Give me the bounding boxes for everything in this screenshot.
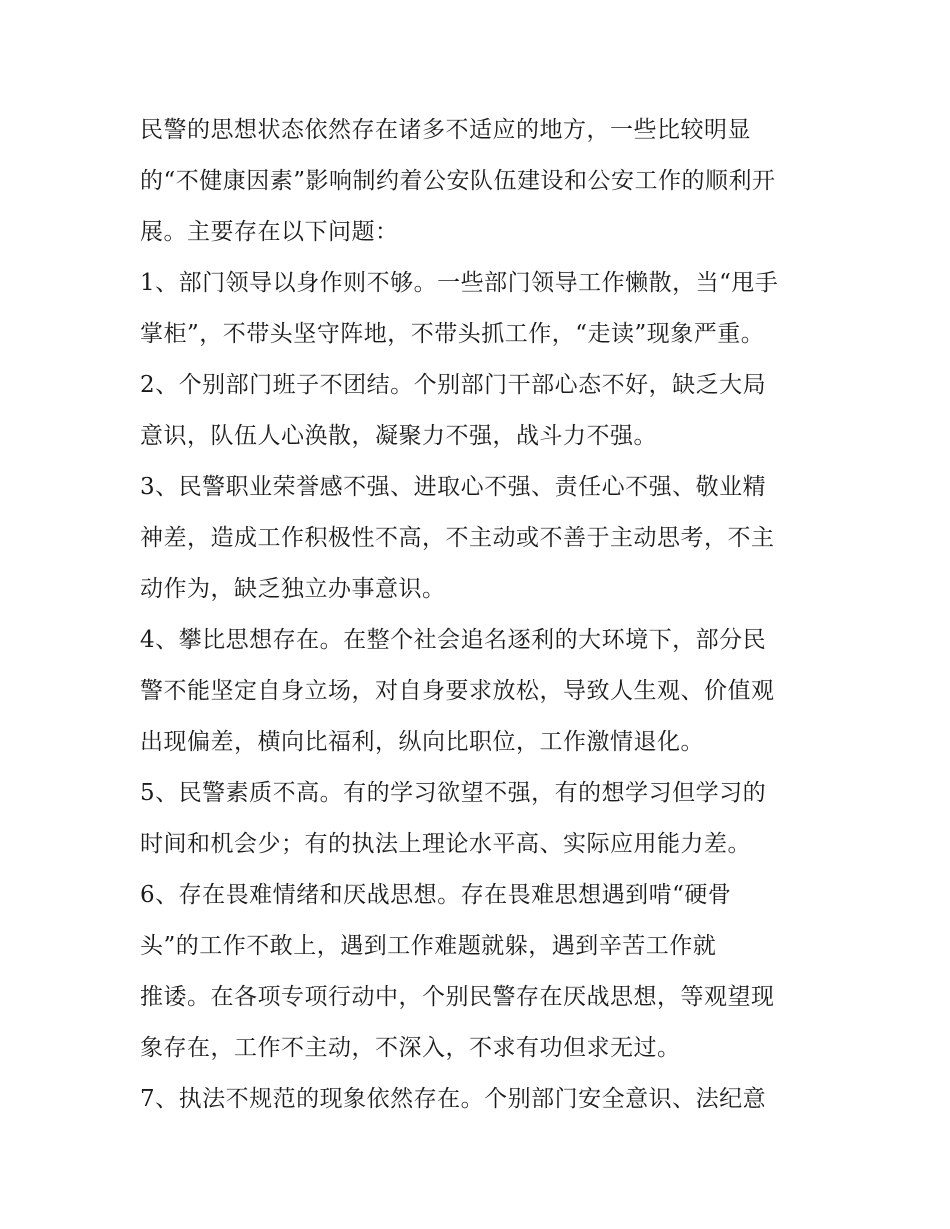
text-line: 民警的思想状态依然存在诸多不适应的地方，一些比较明显: [140, 117, 751, 143]
text-line: 出现偏差，横向比福利，纵向比职位，工作激情退化。: [140, 729, 704, 755]
text-line: 展。主要存在以下问题：: [140, 219, 399, 245]
text-line: 头”的工作不敢上，遇到工作难题就躲，遇到辛苦工作就: [140, 933, 717, 959]
text-line: 象存在，工作不主动，不深入，不求有功但求无过。: [140, 1035, 681, 1061]
text-line: 1、部门领导以身作则不够。一些部门领导工作懒散，当“甩手: [140, 270, 779, 296]
text-line: 动作为，缺乏独立办事意识。: [140, 576, 446, 602]
text-line: 3、民警职业荣誉感不强、进取心不强、责任心不强、敬业精: [140, 474, 767, 500]
text-line: 神差，造成工作积极性不高，不主动或不善于主动思考，不主: [140, 525, 775, 551]
text-line: 警不能坚定自身立场，对自身要求放松，导致人生观、价值观: [140, 678, 775, 704]
text-line: 推诿。在各项专项行动中，个别民警存在厌战思想，等观望现: [140, 984, 775, 1010]
text-line: 时间和机会少；有的执法上理论水平高、实际应用能力差。: [140, 831, 751, 857]
text-line: 2、个别部门班子不团结。个别部门干部心态不好，缺乏大局: [140, 372, 767, 398]
text-line: 7、执法不规范的现象依然存在。个别部门安全意识、法纪意: [140, 1086, 767, 1112]
text-line: 5、民警素质不高。有的学习欲望不强，有的想学习但学习的: [140, 780, 767, 806]
text-line: 意识，队伍人心涣散，凝聚力不强，战斗力不强。: [140, 423, 657, 449]
text-line: 6、存在畏难情绪和厌战思想。存在畏难思想遇到啃“硬骨: [140, 882, 732, 908]
text-line: 4、攀比思想存在。在整个社会追名逐利的大环境下，部分民: [140, 627, 767, 653]
text-line: 掌柜”，不带头坚守阵地，不带头抓工作，“走读”现象严重。: [140, 321, 765, 347]
text-line: 的“不健康因素”影响制约着公安队伍建设和公安工作的顺利开: [140, 168, 776, 194]
